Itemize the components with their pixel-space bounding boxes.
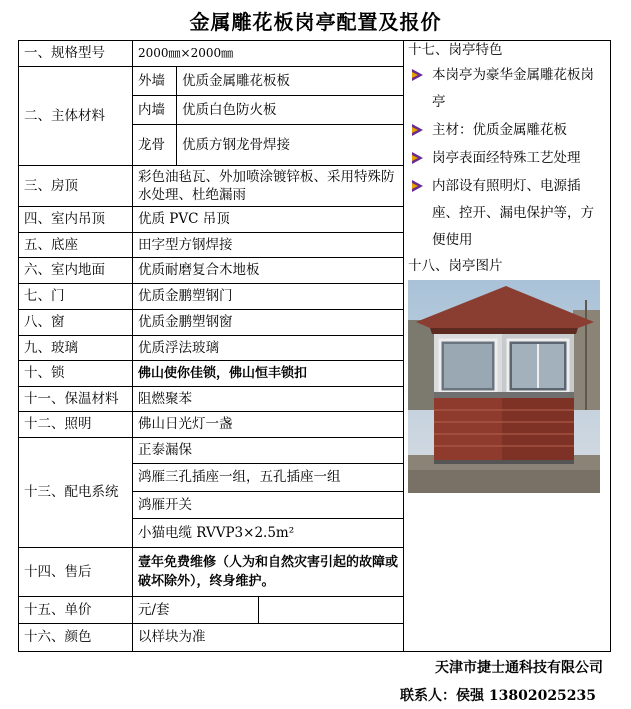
bullet-icon bbox=[410, 68, 424, 82]
bullet-icon bbox=[410, 151, 424, 165]
contact-info: 联系人：侯强 13802025235 bbox=[400, 688, 597, 704]
spec-label: 一、规格型号 bbox=[24, 45, 105, 61]
lock-value: 佛山使你佳锁，佛山恒丰锁扣 bbox=[138, 366, 308, 381]
outer-wall-label: 外墙 bbox=[138, 72, 165, 89]
electric-label: 十三、配电系统 bbox=[24, 484, 119, 500]
insulation-value: 阻燃聚苯 bbox=[138, 390, 192, 407]
roof-label: 三、房顶 bbox=[24, 177, 78, 194]
lighting-label: 十二、照明 bbox=[24, 416, 92, 432]
frame-value: 优质方钢龙骨焊接 bbox=[182, 136, 290, 153]
bullet-icon bbox=[410, 179, 424, 193]
floor-value: 优质耐磨复合木地板 bbox=[138, 262, 260, 278]
frame-label: 龙骨 bbox=[138, 136, 165, 153]
color-label: 十六、颜色 bbox=[24, 629, 92, 645]
color-value: 以样块为准 bbox=[138, 629, 206, 645]
aftersale-label: 十四、售后 bbox=[24, 563, 92, 580]
electric-item: 鸿雁三孔插座一组，五孔插座一组 bbox=[138, 469, 341, 485]
kiosk-photo bbox=[408, 280, 600, 493]
roof-value: 彩色油毡瓦、外加喷涂镀锌板、采用特殊防水处理、杜绝漏雨 bbox=[138, 169, 395, 203]
door-label: 七、门 bbox=[24, 288, 65, 304]
electric-item: 小猫电缆 RVVP3×2.5m² bbox=[138, 524, 295, 541]
bullet-icon bbox=[410, 123, 424, 137]
aftersale-value: 壹年免费维修（人为和自然灾害引起的故障或破坏除外），终身维护。 bbox=[138, 555, 399, 589]
glass-label: 九、玻璃 bbox=[24, 339, 78, 356]
window-label: 八、窗 bbox=[24, 314, 65, 330]
feature-text: 岗亭表面经特殊工艺处理 bbox=[432, 150, 581, 166]
price-amount[interactable] bbox=[259, 597, 403, 623]
feature-text: 内部设有照明灯、电源插座、控开、漏电保护等，方便使用 bbox=[432, 178, 594, 248]
feature-item bbox=[408, 145, 604, 172]
feature-item bbox=[408, 173, 604, 254]
electric-item: 鸿雁开关 bbox=[138, 496, 192, 513]
feature-text: 主材：优质金属雕花板 bbox=[432, 122, 567, 138]
window-value: 优质金鹏塑钢窗 bbox=[138, 314, 233, 330]
electric-item: 正泰漏保 bbox=[138, 442, 192, 458]
inner-wall-label: 内墙 bbox=[138, 101, 165, 118]
feature-text: 本岗亭为豪华金属雕花板岗亭 bbox=[432, 67, 594, 110]
glass-value: 优质浮法玻璃 bbox=[138, 339, 219, 356]
material-label: 二、主体材料 bbox=[24, 107, 105, 124]
base-label: 五、底座 bbox=[24, 236, 78, 253]
feature-item bbox=[408, 62, 604, 116]
ceiling-value: 优质 PVC 吊顶 bbox=[138, 211, 230, 227]
floor-label: 六、室内地面 bbox=[24, 262, 105, 278]
ceiling-label: 四、室内吊顶 bbox=[24, 211, 105, 227]
base-value: 田字型方钢焊接 bbox=[138, 236, 233, 253]
feature-item bbox=[408, 117, 604, 144]
inner-wall-value: 优质白色防火板 bbox=[182, 101, 277, 118]
page-title: 金属雕花板岗亭配置及报价 bbox=[189, 10, 442, 34]
company-name: 天津市捷士通科技有限公司 bbox=[435, 660, 603, 676]
door-value: 优质金鹏塑钢门 bbox=[138, 288, 233, 304]
spec-value: 2000㎜×2000㎜ bbox=[138, 46, 234, 60]
lock-label: 十、锁 bbox=[24, 365, 65, 381]
lighting-value: 佛山日光灯一盏 bbox=[138, 416, 233, 432]
features-title: 十七、岗亭特色 bbox=[408, 42, 503, 58]
price-unit: 元/套 bbox=[138, 601, 170, 618]
price-label: 十五、单价 bbox=[24, 601, 92, 618]
outer-wall-value: 优质金属雕花板板 bbox=[182, 72, 290, 89]
insulation-label: 十一、保温材料 bbox=[24, 390, 119, 407]
photo-title: 十八、岗亭图片 bbox=[408, 258, 503, 274]
